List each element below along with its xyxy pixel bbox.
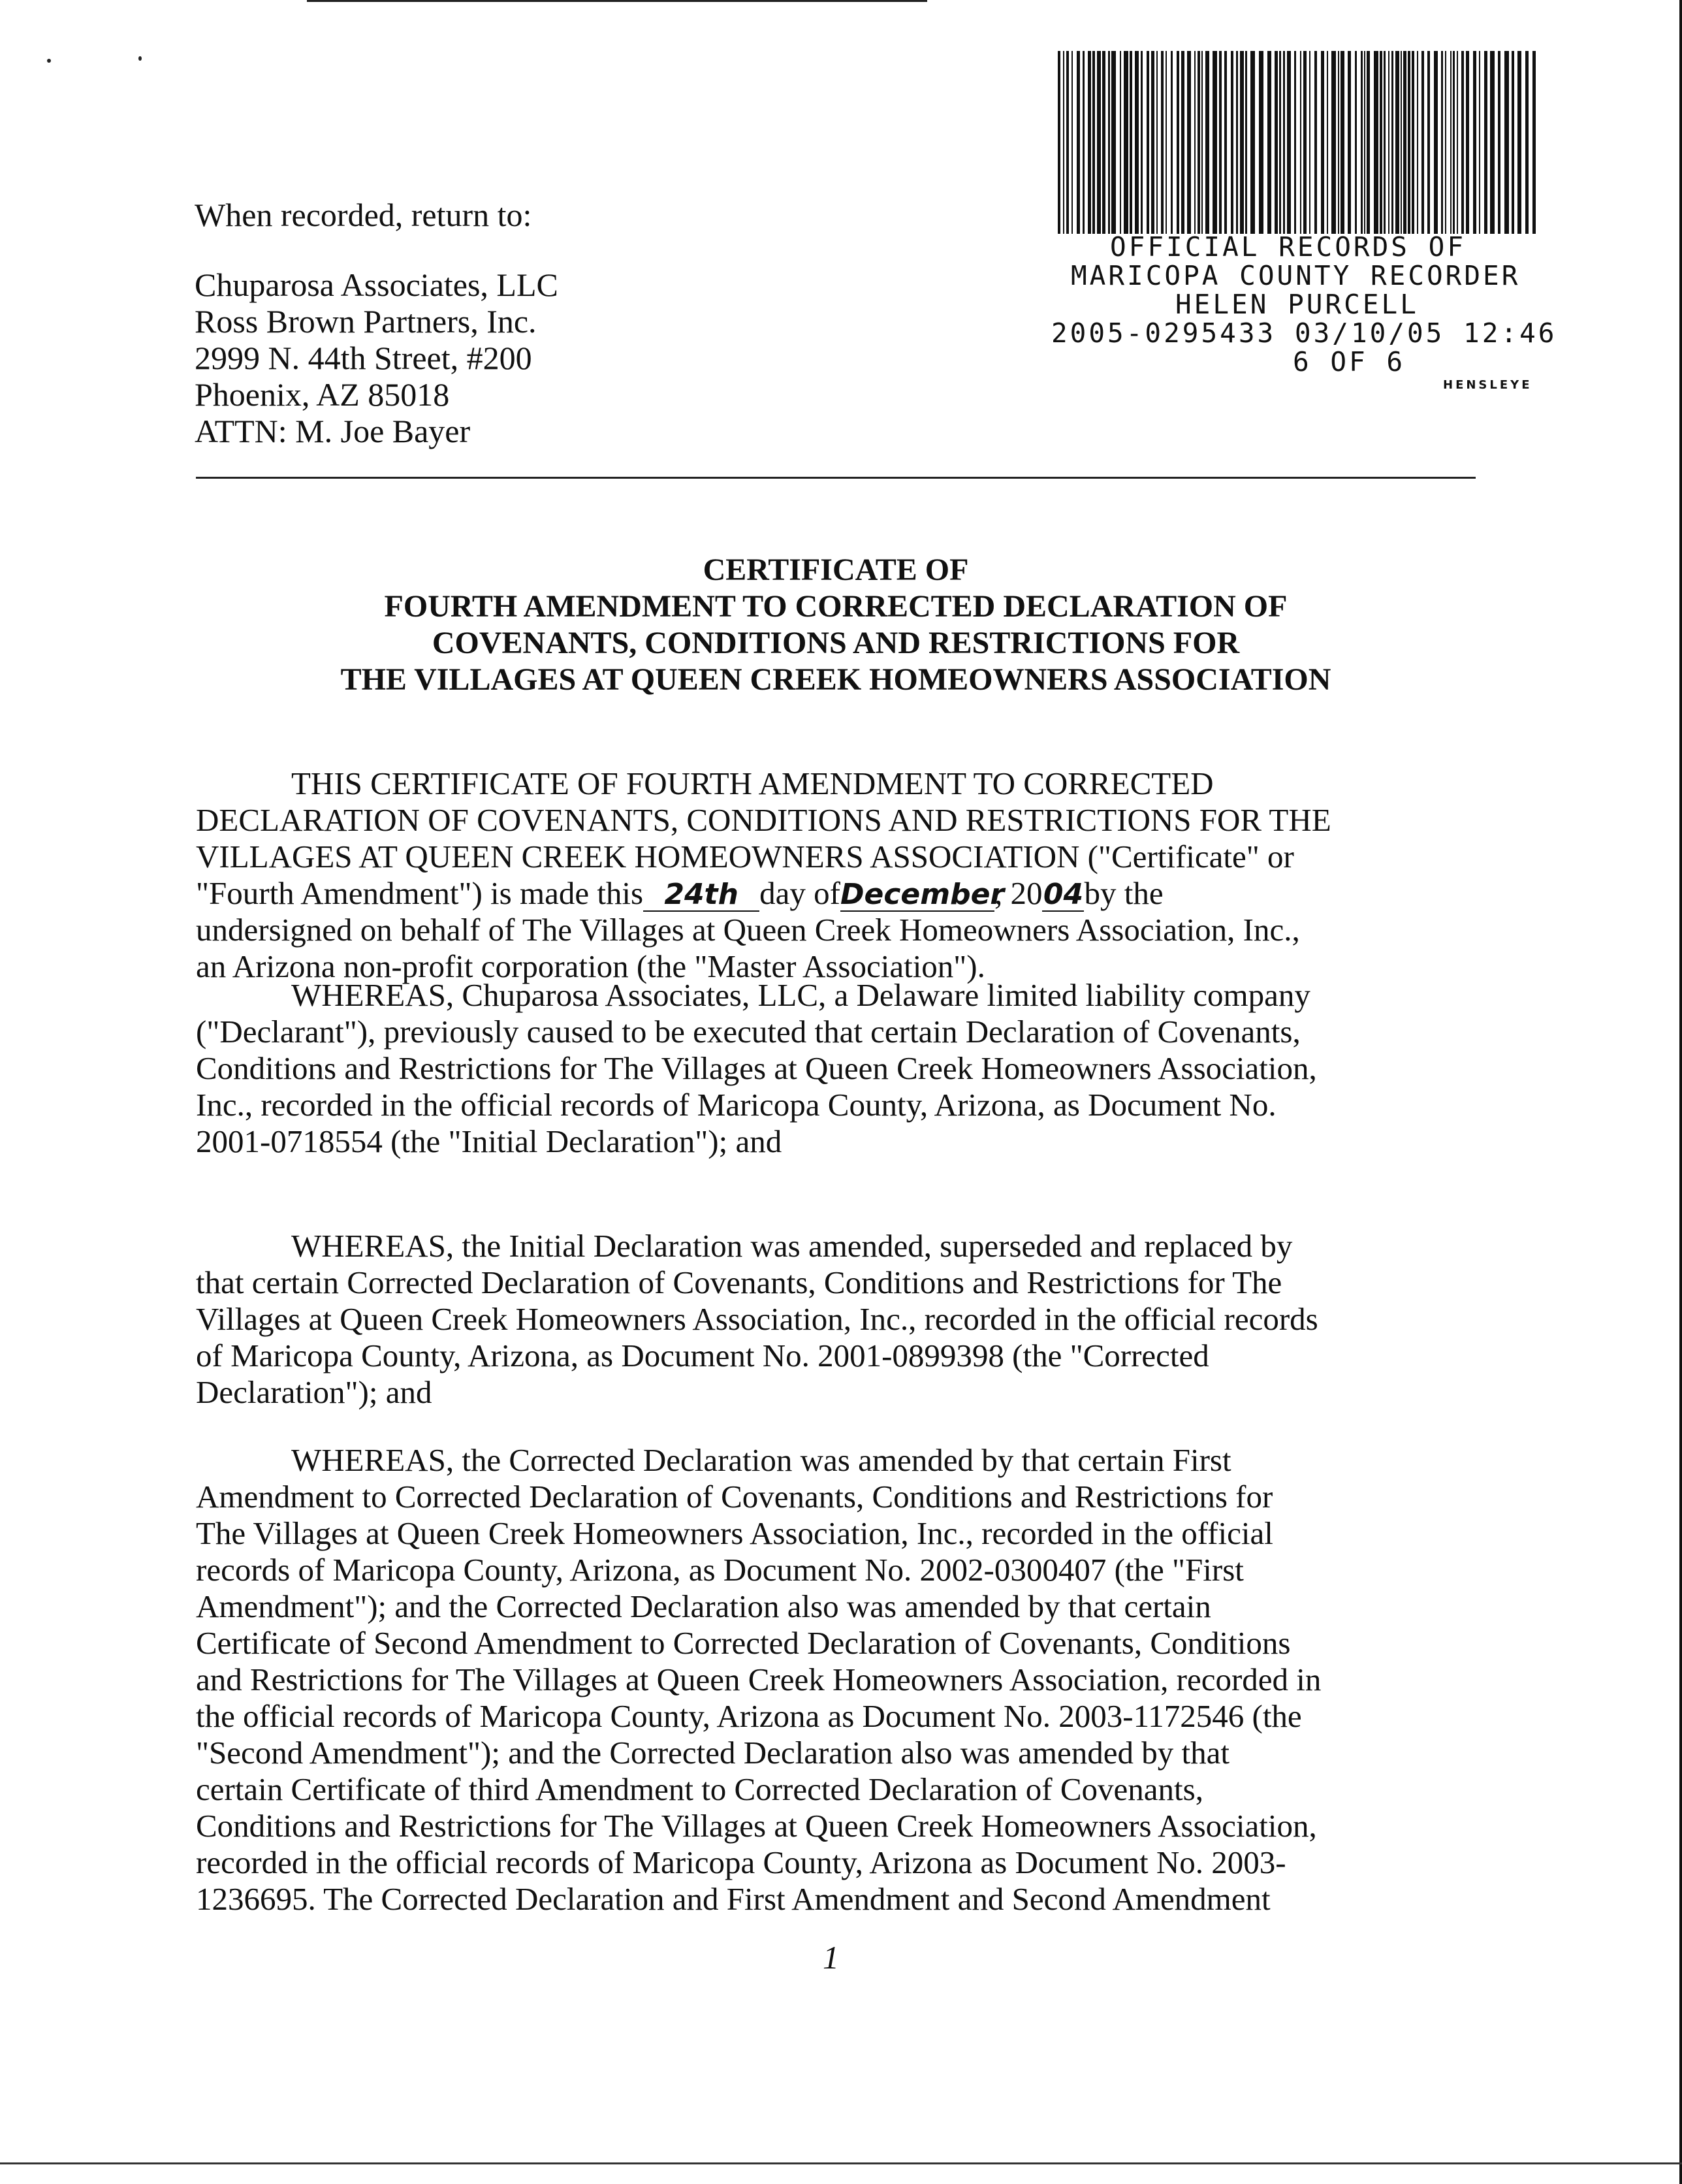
return-line: 2999 N. 44th Street, #200	[195, 340, 532, 376]
barcode-bar	[1147, 51, 1149, 234]
text-line: 1236695. The Corrected Declaration and First Amendment and Second Amendment	[196, 1881, 1271, 1917]
barcode-bar	[1283, 51, 1285, 234]
text-fragment: day of	[759, 875, 840, 911]
barcode-bar	[1388, 51, 1389, 234]
text-line: VILLAGES AT QUEEN CREEK HOMEOWNERS ASSOCIATION ("Certificate" or	[196, 839, 1294, 875]
barcode-bar	[1391, 51, 1393, 234]
barcode-bar	[1395, 51, 1399, 234]
title-line: COVENANTS, CONDITIONS AND RESTRICTIONS FOR	[432, 626, 1240, 660]
barcode-bar	[1279, 51, 1281, 234]
recorder-line: MARICOPA COUNTY RECORDER	[1071, 260, 1521, 291]
text-line: DECLARATION OF COVENANTS, CONDITIONS AND RESTRICTIONS FOR THE	[196, 802, 1331, 838]
barcode-bar	[1504, 51, 1509, 234]
barcode-bar	[1092, 51, 1095, 234]
title-line: FOURTH AMENDMENT TO CORRECTED DECLARATION OF	[384, 589, 1288, 624]
whereas-paragraph-3	[196, 1442, 1489, 1918]
barcode-bar	[1171, 51, 1173, 234]
whereas-paragraph-2	[196, 1228, 1489, 1411]
text-line: records of Maricopa County, Arizona, as Document No. 2002-0300407 (the "First	[196, 1552, 1244, 1588]
text-line: the official records of Maricopa County, Arizona as Document No. 2003-1172546 (the	[196, 1698, 1302, 1734]
barcode-bar	[1111, 51, 1116, 234]
barcode-bar	[1058, 51, 1060, 234]
barcode-bar	[1348, 51, 1351, 234]
barcode-bar	[1517, 51, 1521, 234]
text-line: "Second Amendment"); and the Corrected Declaration also was amended by that	[196, 1735, 1230, 1771]
text-line: and Restrictions for The Villages at Queen Creek Homeowners Association, recorded in	[196, 1662, 1322, 1697]
barcode-bar	[1201, 51, 1203, 234]
barcode-bar	[1088, 51, 1091, 234]
barcode-bar	[1063, 51, 1064, 234]
barcode-bar	[1441, 51, 1443, 234]
barcode-bar	[1231, 51, 1233, 234]
barcode-bar	[1177, 51, 1179, 234]
barcode-bar	[1403, 51, 1406, 234]
text-line: an Arizona non-profit corporation (the "Master Association").	[196, 948, 985, 984]
barcode-bar	[1205, 51, 1209, 234]
barcode-bar	[1479, 51, 1480, 234]
text-line: undersigned on behalf of The Villages at Queen Creek Homeowners Association, Inc.,	[196, 912, 1300, 948]
text-line: Amendment to Corrected Declaration of Covenants, Conditions and Restrictions for	[196, 1479, 1273, 1515]
barcode-bar	[1287, 51, 1291, 234]
barcode-bar	[1473, 51, 1476, 234]
barcode-bar	[1364, 51, 1365, 234]
whereas-paragraph-1	[196, 977, 1489, 1160]
barcode-bar	[1083, 51, 1085, 234]
barcode-bar	[1309, 51, 1310, 234]
barcode-bar	[1421, 51, 1424, 234]
barcode-bar	[1187, 51, 1191, 234]
barcode-bar	[1120, 51, 1121, 234]
barcode-bar	[1401, 51, 1402, 234]
barcode-bar	[1453, 51, 1455, 234]
barcode-bar	[1498, 51, 1500, 234]
handwritten-day: 24th	[643, 879, 759, 912]
barcode-bar	[1066, 51, 1069, 234]
barcode-bar	[1361, 51, 1363, 234]
barcode-bar	[1141, 51, 1143, 234]
barcode-bar	[1250, 51, 1255, 234]
barcode-bar	[1236, 51, 1238, 234]
barcode-bar	[1532, 51, 1536, 234]
barcode-bar	[1412, 51, 1414, 234]
text-line: WHEREAS, the Initial Declaration was amended, superseded and replaced by	[291, 1228, 1293, 1264]
text-line: Declaration"); and	[196, 1374, 432, 1410]
barcode-bar	[1198, 51, 1200, 234]
barcode-bar	[1294, 51, 1296, 234]
recording-barcode	[1058, 51, 1541, 234]
text-line: Inc., recorded in the official records of Maricopa County, Arizona, as Document No.	[196, 1087, 1277, 1123]
barcode-bar	[1135, 51, 1139, 234]
text-line: ("Declarant"), previously caused to be executed that certain Declaration of Covenants,	[196, 1014, 1301, 1050]
barcode-bar	[1303, 51, 1307, 234]
barcode-bar	[1097, 51, 1101, 234]
text-line: certain Certificate of third Amendment to Corrected Declaration of Covenants,	[196, 1771, 1203, 1807]
top-scan-edge	[307, 0, 927, 2]
barcode-bar	[1224, 51, 1227, 234]
barcode-bar	[1331, 51, 1336, 234]
barcode-bar	[1102, 51, 1105, 234]
barcode-bar	[1071, 51, 1073, 234]
text-line: Conditions and Restrictions for The Villages at Queen Creek Homeowners Association,	[196, 1808, 1317, 1844]
barcode-bar	[1130, 51, 1132, 234]
barcode-bar	[1245, 51, 1247, 234]
page-number: 1	[823, 1939, 839, 1976]
barcode-bar	[1374, 51, 1378, 234]
barcode-bar	[1240, 51, 1244, 234]
right-scan-edge	[1679, 0, 1682, 2184]
barcode-bar	[1417, 51, 1418, 234]
text-line: WHEREAS, the Corrected Declaration was amended by that certain First	[291, 1442, 1231, 1478]
barcode-bar	[1300, 51, 1301, 234]
barcode-bar	[1427, 51, 1430, 234]
date-line	[196, 875, 1489, 912]
barcode-bar	[1490, 51, 1495, 234]
text-line: WHEREAS, Chuparosa Associates, LLC, a Delaware limited liability company	[291, 977, 1310, 1013]
barcode-bar	[1484, 51, 1487, 234]
barcode-bar	[1166, 51, 1167, 234]
scan-speck	[47, 59, 51, 63]
return-line: ATTN: M. Joe Bayer	[195, 413, 471, 449]
barcode-bar	[1327, 51, 1328, 234]
text-line: of Maricopa County, Arizona, as Document No. 2001-0899398 (the "Corrected	[196, 1338, 1209, 1373]
handwritten-month: December	[840, 878, 1005, 911]
scan-speck	[138, 56, 142, 61]
barcode-bar	[1338, 51, 1339, 234]
header-divider	[196, 477, 1476, 479]
barcode-bar	[1445, 51, 1446, 234]
barcode-bar	[1314, 51, 1317, 234]
text-line: that certain Corrected Declaration of Covenants, Conditions and Restrictions for The	[196, 1264, 1282, 1300]
return-address	[195, 266, 558, 449]
text-fragment: , 20	[994, 875, 1043, 911]
recorder-line: OFFICIAL RECORDS OF	[1110, 231, 1466, 263]
barcode-bar	[1525, 51, 1529, 234]
clerk-id: HENSLEYE	[1443, 378, 1532, 392]
barcode-bar	[1512, 51, 1514, 234]
barcode-bar	[1461, 51, 1464, 234]
barcode-bar	[1355, 51, 1357, 234]
return-line: Phoenix, AZ 85018	[195, 376, 450, 413]
barcode-bar	[1077, 51, 1080, 234]
barcode-bar	[1151, 51, 1154, 234]
text-line: Certificate of Second Amendment to Corrected Declaration of Covenants, Conditions	[196, 1625, 1291, 1661]
text-fragment: by the	[1084, 875, 1164, 911]
recording-number: 2005-0295433 03/10/05 12:46	[1051, 317, 1557, 349]
barcode-bar	[1275, 51, 1278, 234]
text-fragment: "Fourth Amendment") is made this	[196, 875, 644, 911]
text-line: The Villages at Queen Creek Homeowners Association, Inc., recorded in the official	[196, 1515, 1273, 1551]
document-title	[196, 552, 1476, 698]
barcode-bar	[1457, 51, 1458, 234]
barcode-bar	[1181, 51, 1184, 234]
intro-paragraph	[196, 765, 1489, 985]
barcode-bar	[1124, 51, 1128, 234]
barcode-bar	[1341, 51, 1344, 234]
page-count: 6 OF 6	[1293, 346, 1406, 377]
barcode-bar	[1259, 51, 1263, 234]
barcode-bar	[1434, 51, 1438, 234]
return-to-label: When recorded, return to:	[195, 197, 532, 233]
barcode-bar	[1161, 51, 1164, 234]
barcode-bar	[1156, 51, 1158, 234]
barcode-bar	[1367, 51, 1370, 234]
text-line: recorded in the official records of Maricopa County, Arizona as Document No. 2003-	[196, 1844, 1286, 1880]
title-line: CERTIFICATE OF	[703, 553, 969, 587]
text-line: Conditions and Restrictions for The Villages at Queen Creek Homeowners Association,	[196, 1050, 1317, 1086]
text-line: 2001-0718554 (the "Initial Declaration"); and	[196, 1123, 782, 1159]
barcode-bar	[1267, 51, 1271, 234]
text-line: THIS CERTIFICATE OF FOURTH AMENDMENT TO CORRECTED	[291, 765, 1214, 801]
recorder-stamp	[1051, 233, 1574, 394]
barcode-bar	[1380, 51, 1382, 234]
barcode-bar	[1219, 51, 1222, 234]
text-line: Amendment"); and the Corrected Declaration also was amended by that certain	[196, 1588, 1211, 1624]
barcode-bar	[1194, 51, 1196, 234]
recorder-line: HELEN PURCELL	[1175, 289, 1419, 320]
return-line: Ross Brown Partners, Inc.	[195, 303, 537, 340]
barcode-bar	[1384, 51, 1386, 234]
barcode-bar	[1466, 51, 1469, 234]
barcode-bar	[1408, 51, 1410, 234]
barcode-bar	[1450, 51, 1452, 234]
barcode-bar	[1321, 51, 1324, 234]
barcode-bar	[1108, 51, 1110, 234]
title-line: THE VILLAGES AT QUEEN CREEK HOMEOWNERS ASSOCIATION	[340, 662, 1331, 697]
barcode-bar	[1213, 51, 1217, 234]
handwritten-year: 04	[1043, 878, 1084, 911]
text-line: Villages at Queen Creek Homeowners Association, Inc., recorded in the official records	[196, 1301, 1318, 1337]
bottom-scan-edge	[0, 2162, 1682, 2164]
return-line: Chuparosa Associates, LLC	[195, 266, 558, 303]
